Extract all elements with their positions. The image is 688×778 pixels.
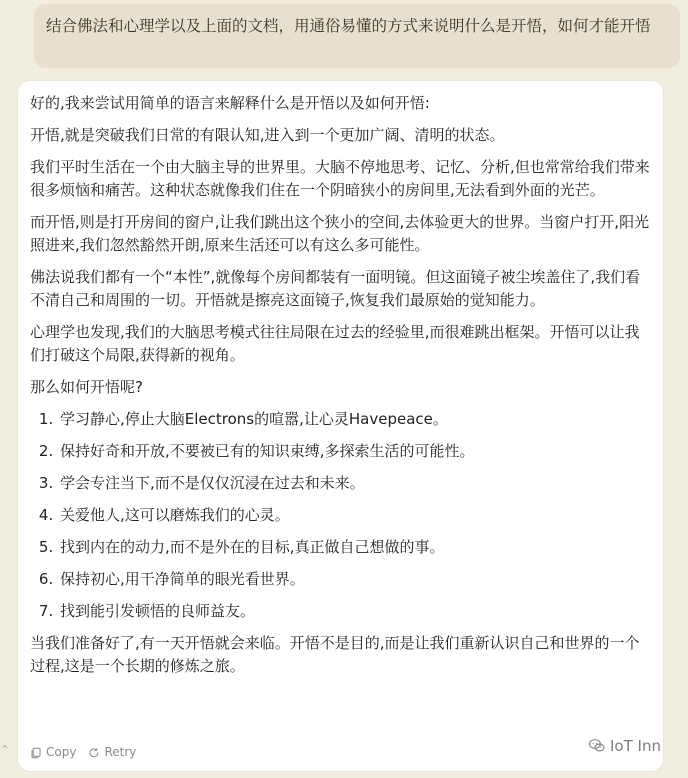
list-item: 3. 学会专注当下,而不是仅仅沉浸在过去和未来。 — [58, 472, 651, 495]
copy-button[interactable] — [30, 741, 76, 764]
copy-label: Copy — [46, 745, 77, 759]
list-item: 5. 找到内在的动力,而不是外在的目标,真正做自己想做的事。 — [58, 536, 651, 559]
assistant-message-card — [18, 81, 663, 771]
message-actions — [30, 741, 136, 764]
list-item: 7. 找到能引发顿悟的良师益友。 — [58, 600, 651, 623]
list-item: 4. 关爱他人,这可以磨炼我们的心灵。 — [58, 504, 651, 527]
user-message-text: 结合佛法和心理学以及上面的文档，用通俗易懂的方式来说明什么是开悟，如何才能开悟 — [46, 17, 651, 35]
copy-icon — [30, 747, 42, 759]
list-item: 2. 保持好奇和开放,不要被已有的知识束缚,多探索生活的可能性。 — [58, 440, 651, 463]
list-item: 6. 保持初心,用干净简单的眼光看世界。 — [58, 568, 651, 591]
left-edge-icon: ⌃ — [0, 743, 11, 757]
watermark-text: IoT Inn — [610, 737, 661, 755]
assistant-paragraph: 那么如何开悟呢? — [30, 378, 143, 396]
assistant-paragraph: 佛法说我们都有一个“本性”,就像每个房间都装有一面明镜。但这面镜子被尘埃盖住了,我们看不清自己和周围的一切。开悟就是擦亮这面镜子,恢复我们最原始的觉知能力。 — [30, 268, 641, 309]
user-message-bubble — [34, 4, 680, 68]
assistant-paragraph: 好的,我来尝试用简单的语言来解释什么是开悟以及如何开悟: — [30, 94, 430, 112]
assistant-paragraph: 开悟,就是突破我们日常的有限认知,进入到一个更加广阔、清明的状态。 — [30, 126, 505, 144]
assistant-closing: 当我们准备好了,有一天开悟就会来临。开悟不是目的,而是让我们重新认识自己和世界的一个过程,这是一个长期的修炼之旅。 — [30, 634, 640, 675]
retry-button[interactable] — [88, 741, 136, 764]
steps-list — [30, 408, 651, 623]
assistant-paragraph: 而开悟,则是打开房间的窗户,让我们跳出这个狭小的空间,去体验更大的世界。当窗户打开,阳光照进来,我们忽然豁然开朗,原来生活还可以有这么多可能性。 — [30, 213, 650, 254]
assistant-paragraph: 我们平时生活在一个由大脑主导的世界里。大脑不停地思考、记忆、分析,但也常常给我们带来很多烦恼和痛苦。这种状态就像我们住在一个阴暗狭小的房间里,无法看到外面的光芒。 — [30, 158, 650, 199]
retry-icon — [88, 747, 100, 759]
list-item: 1. 学习静心,停止大脑Electrons的喧嚣,让心灵Havepeace。 — [58, 408, 651, 431]
assistant-paragraph: 心理学也发现,我们的大脑思考模式往往局限在过去的经验里,而很难跳出框架。开悟可以让我们打破这个局限,获得新的视角。 — [30, 323, 640, 364]
retry-label: Retry — [104, 745, 137, 759]
